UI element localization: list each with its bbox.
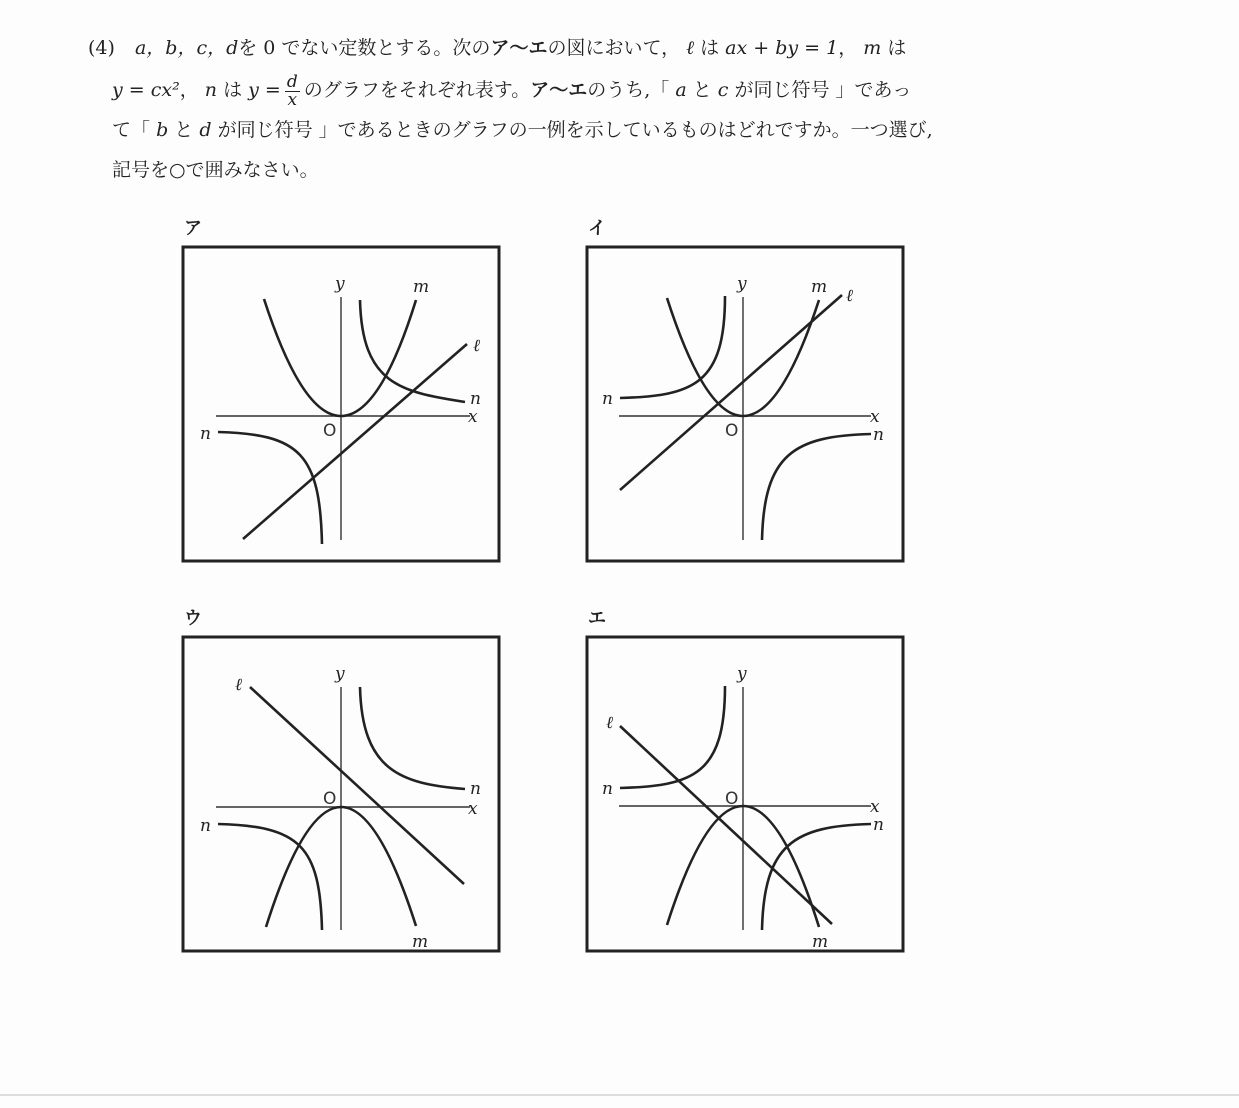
text: が同じ符号 」であるときのグラフの一例を示しているものはどれですか。一つ選び, <box>217 119 933 141</box>
text: ， <box>838 37 858 59</box>
hyperbola-n-q1 <box>360 300 465 402</box>
y-axis-label: y <box>737 274 747 294</box>
graph-e <box>584 634 909 986</box>
line-label: ℓ <box>235 675 243 695</box>
question-number: (4) <box>88 37 115 59</box>
hyperbola-label: n <box>873 815 884 835</box>
var-d: d <box>199 119 212 141</box>
text: は <box>700 37 720 59</box>
line-l <box>620 295 842 490</box>
parabola-label: m <box>413 277 430 297</box>
numerator: d <box>286 71 298 92</box>
fraction-d-over-x <box>285 71 300 110</box>
hyperbola-n-q4 <box>762 824 871 930</box>
hyperbola-label: n <box>873 425 884 445</box>
origin-label: O <box>323 789 337 809</box>
hyperbola-n-q2 <box>620 686 725 788</box>
question-line-3 <box>112 110 933 150</box>
text: ， <box>179 79 199 101</box>
hyperbola-label: n <box>200 816 211 836</box>
text: のグラフをそれぞれ表す。 <box>303 79 531 101</box>
origin-label: O <box>323 421 337 441</box>
text: は <box>887 37 907 59</box>
parabola-label: m <box>812 932 829 952</box>
text: て「 <box>112 119 151 141</box>
graph-i <box>584 244 909 596</box>
parabola-equation: y = cx² <box>112 79 180 101</box>
parabola-m <box>264 299 416 416</box>
choice-range: ア～エ <box>530 79 588 101</box>
line-symbol: ℓ <box>686 37 695 59</box>
graph-u <box>180 634 505 986</box>
x-axis-label: x <box>870 797 880 817</box>
hyperbola-lhs: y = <box>248 79 281 101</box>
text: の図において， <box>547 37 681 59</box>
var-b: b <box>156 119 169 141</box>
question-line-2 <box>112 70 911 110</box>
var-c: c <box>717 79 729 101</box>
hyperbola-n-q3 <box>218 432 322 544</box>
line-equation: ax + by = 1 <box>725 37 839 59</box>
parabola-label: m <box>412 932 429 952</box>
hyperbola-label: n <box>470 389 481 409</box>
origin-label: O <box>725 789 739 809</box>
choice-range: ア～エ <box>490 37 548 59</box>
origin-label: O <box>725 421 739 441</box>
text: と <box>692 79 712 101</box>
line-label: ℓ <box>846 286 854 306</box>
panel-label: エ <box>588 608 606 629</box>
hyperbola-symbol: n <box>204 79 218 101</box>
x-axis-label: x <box>468 407 478 427</box>
hyperbola-n-q4 <box>762 434 871 540</box>
parabola-label: m <box>811 277 828 297</box>
line-label: ℓ <box>606 713 614 733</box>
hyperbola-label: n <box>470 779 481 799</box>
var-a: a <box>675 79 687 101</box>
question-line-1 <box>88 28 906 68</box>
text: と <box>174 119 194 141</box>
y-axis-label: y <box>737 664 747 684</box>
x-axis-label: x <box>870 407 880 427</box>
graph-a <box>180 244 505 596</box>
panel-label: ア <box>184 218 202 239</box>
y-axis-label: y <box>335 664 345 684</box>
hyperbola-label: n <box>200 424 211 444</box>
text: は <box>223 79 243 101</box>
hyperbola-label: n <box>602 779 613 799</box>
panel-label: イ <box>588 218 606 239</box>
variables: a，b，c，d <box>134 37 239 59</box>
hyperbola-label: n <box>602 389 613 409</box>
denominator: x <box>287 89 298 110</box>
text: のうち,「 <box>587 79 670 101</box>
line-label: ℓ <box>473 336 481 356</box>
text: が同じ符号 」であっ <box>734 79 912 101</box>
text: を 0 でない定数とする。次の <box>238 37 491 59</box>
line-l <box>620 726 832 924</box>
hyperbola-n-q1 <box>360 687 465 789</box>
panel-label: ウ <box>184 608 202 629</box>
page-edge <box>0 1094 1239 1096</box>
x-axis-label: x <box>468 799 478 819</box>
question-line-4: 記号を○で囲みなさい。 <box>112 159 319 181</box>
parabola-symbol: m <box>863 37 882 59</box>
y-axis-label: y <box>335 274 345 294</box>
